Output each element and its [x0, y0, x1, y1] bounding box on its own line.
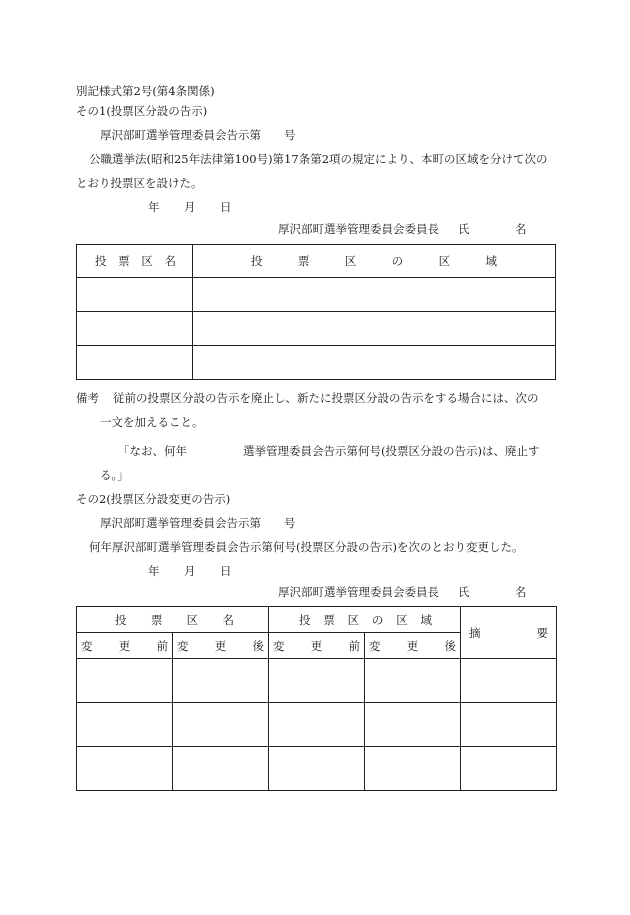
part1-body-line2: とおり投票区を設けた。 [76, 176, 203, 190]
remarks-label: 備考 [76, 391, 99, 405]
table-cell[interactable] [269, 703, 365, 747]
table-cell[interactable] [461, 747, 557, 791]
part1-date-month: 月 [184, 200, 196, 214]
remarks-quote-part2: 選挙管理委員会告示第何号(投票区分設の告示)は、廃止す [243, 444, 540, 458]
form-number: 別記様式第2号(第4条関係) [76, 84, 215, 98]
table-row [77, 312, 556, 346]
table-row [77, 747, 557, 791]
header-district-name: 投 票 区 名 [77, 245, 193, 278]
part2-signer: 厚沢部町選挙管理委員会委員長 [278, 585, 439, 599]
part1-name-shi: 氏 [458, 222, 470, 236]
table-cell[interactable] [77, 346, 193, 380]
table-row [77, 278, 556, 312]
table-cell[interactable] [77, 312, 193, 346]
part2-date-month: 月 [184, 564, 196, 578]
part1-name-mei: 名 [515, 222, 527, 236]
header-district-area: 投 票 区 の 区 域 [193, 245, 556, 278]
header-district-name: 投 票 区 名 [77, 607, 269, 633]
part1-signer: 厚沢部町選挙管理委員会委員長 [278, 222, 439, 236]
part2-notice-number: 厚沢部町選挙管理委員会告示第 号 [100, 516, 296, 530]
table-header-row [77, 607, 557, 633]
header-name-after: 変 更 後 [173, 633, 269, 659]
table-row [77, 703, 557, 747]
table-cell[interactable] [365, 659, 461, 703]
part2-name-mei: 名 [515, 585, 527, 599]
table-cell[interactable] [173, 703, 269, 747]
header-summary: 摘 要 [461, 607, 557, 659]
table-cell[interactable] [173, 659, 269, 703]
table-cell[interactable] [193, 346, 556, 380]
remarks-quote-line2: る。」 [100, 468, 129, 482]
table-row [77, 346, 556, 380]
table-cell[interactable] [77, 659, 173, 703]
table-cell[interactable] [77, 278, 193, 312]
header-area-after: 変 更 後 [365, 633, 461, 659]
table-cell[interactable] [77, 747, 173, 791]
table-cell[interactable] [193, 278, 556, 312]
part1-date-day: 日 [220, 200, 232, 214]
table-cell[interactable] [193, 312, 556, 346]
remarks-quote-part1: 「なお、何年 [118, 444, 187, 458]
part2-title: その2(投票区分設変更の告示) [76, 492, 231, 506]
remarks-text-line2: 一文を加えること。 [100, 415, 204, 429]
polling-district-table [76, 244, 556, 380]
part1-body-line1: 公職選挙法(昭和25年法律第100号)第17条第2項の規定により、本町の区域を分けて次の [89, 152, 548, 166]
part1-notice-number: 厚沢部町選挙管理委員会告示第 号 [100, 128, 296, 142]
table-cell[interactable] [173, 747, 269, 791]
header-name-before: 変 更 前 [77, 633, 173, 659]
table-header-row [77, 245, 556, 278]
table-cell[interactable] [461, 659, 557, 703]
header-district-area: 投 票 区 の 区 域 [269, 607, 461, 633]
table-cell[interactable] [269, 659, 365, 703]
remarks-text-line1: 従前の投票区分設の告示を廃止し、新たに投票区分設の告示をする場合には、次の [113, 391, 539, 405]
part2-date-year: 年 [148, 564, 160, 578]
table-cell[interactable] [77, 703, 173, 747]
part1-date-year: 年 [148, 200, 160, 214]
table-cell[interactable] [365, 747, 461, 791]
part2-date-day: 日 [220, 564, 232, 578]
table-cell[interactable] [365, 703, 461, 747]
table-cell[interactable] [461, 703, 557, 747]
part2-body-line1: 何年厚沢部町選挙管理委員会告示第何号(投票区分設の告示)を次のとおり変更した。 [89, 540, 524, 554]
polling-district-change-table [76, 606, 557, 791]
table-row [77, 659, 557, 703]
part1-title: その1(投票区分設の告示) [76, 104, 208, 118]
header-area-before: 変 更 前 [269, 633, 365, 659]
table-cell[interactable] [269, 747, 365, 791]
part2-name-shi: 氏 [458, 585, 470, 599]
